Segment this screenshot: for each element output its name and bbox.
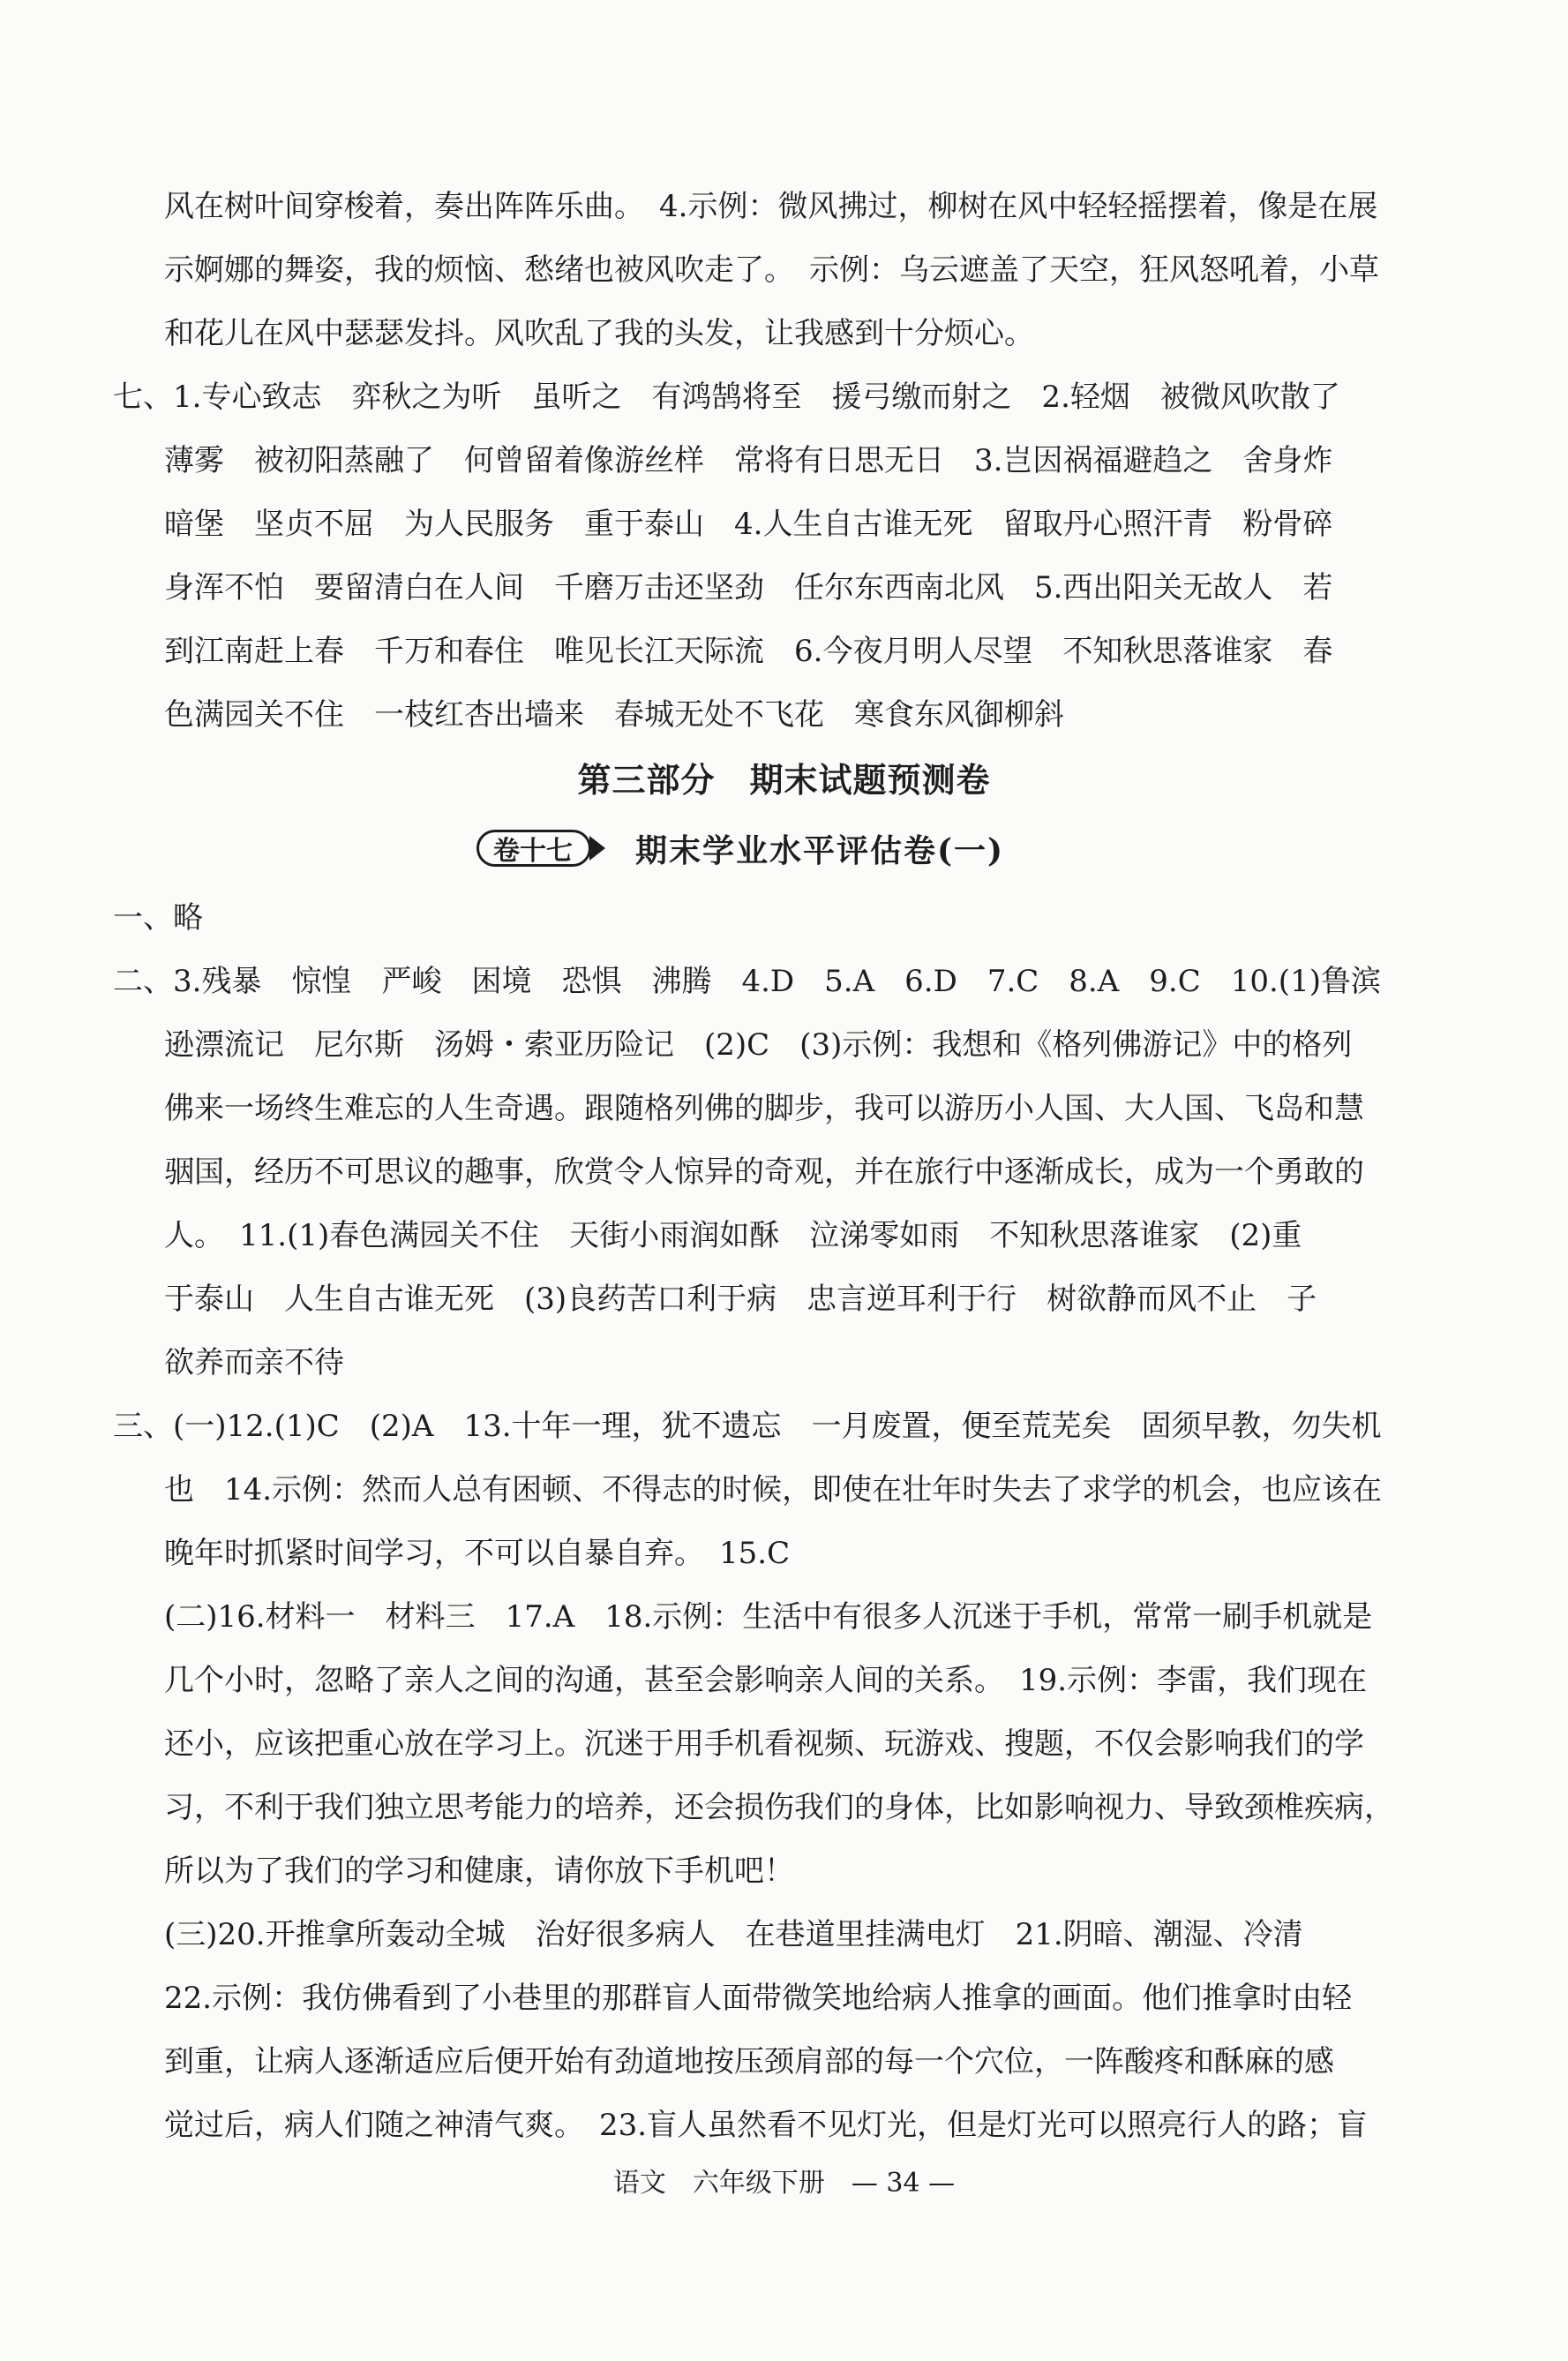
text-line: 逊漂流记 尼尔斯 汤姆・索亚历险记 (2)C (3)示例：我想和《格列佛游记》中的格列 [164, 1027, 1353, 1063]
section-title: 第三部分 期末试题预测卷 [577, 760, 991, 800]
text-line: 身浑不怕 要留清白在人间 千磨万击还坚劲 任尔东西南北风 5.西出阳关无故人 若 [164, 570, 1333, 605]
text-line: (三)20.开推拿所轰动全城 治好很多病人 在巷道里挂满电灯 21.阴暗、潮湿、冷清 [164, 1917, 1303, 1952]
text-line: 骃国，经历不可思议的趣事，欣赏令人惊异的奇观，并在旅行中逐渐成长，成为一个勇敢的 [164, 1154, 1364, 1190]
text-line: 风在树叶间穿梭着，奏出阵阵乐曲。 4.示例：微风拂过，柳树在风中轻轻摇摆着，像是在展 [164, 189, 1378, 224]
text-line: 还小，应该把重心放在学习上。沉迷于用手机看视频、玩游戏、搜题，不仅会影响我们的学 [164, 1726, 1364, 1762]
text-line: 暗堡 坚贞不屈 为人民服务 重于泰山 4.人生自古谁无死 留取丹心照汗青 粉骨碎 [164, 507, 1333, 542]
text-line: (二)16.材料一 材料三 17.A 18.示例：生活中有很多人沉迷于手机，常常一刷手机就是 [164, 1599, 1373, 1635]
text-line: 晚年时抓紧时间学习，不可以自暴自弃。 15.C [164, 1536, 791, 1571]
text-line: 觉过后，病人们随之神清气爽。 23.盲人虽然看不见灯光，但是灯光可以照亮行人的路；盲 [164, 2108, 1368, 2143]
paper-name: 期末学业水平评估卷(一) [635, 831, 1005, 869]
text-line: 所以为了我们的学习和健康，请你放下手机吧！ [164, 1853, 794, 1889]
text-line: 习，不利于我们独立思考能力的培养，还会损伤我们的身体，比如影响视力、导致颈椎疾病， [164, 1790, 1394, 1825]
text-line: 和花儿在风中瑟瑟发抖。风吹乱了我的头发，让我感到十分烦心。 [164, 316, 1034, 351]
text-line: 一、略 [113, 900, 203, 936]
text-line: 到江南赶上春 千万和春住 唯见长江天际流 6.今夜月明人尽望 不知秋思落谁家 春 [164, 634, 1333, 669]
text-line: 于泰山 人生自古谁无死 (3)良药苦口利于病 忠言逆耳利于行 树欲静而风不止 子 [164, 1282, 1317, 1317]
text-line: 薄雾 被初阳蒸融了 何曾留着像游丝样 常将有日思无日 3.岂因祸福避趋之 舍身炸 [164, 443, 1333, 478]
text-line: 人。 11.(1)春色满园关不住 天街小雨润如酥 泣涕零如雨 不知秋思落谁家 (2)重 [164, 1218, 1302, 1253]
paper-badge: 卷十七 [476, 830, 591, 867]
text-line: 22.示例：我仿佛看到了小巷里的那群盲人面带微笑地给病人推拿的画面。他们推拿时由轻 [164, 1981, 1353, 2016]
text-line: 色满园关不住 一枝红杏出墙来 春城无处不飞花 寒食东风御柳斜 [164, 697, 1064, 733]
page-footer: 语文 六年级下册 — 34 — [612, 2168, 956, 2199]
text-line: 几个小时，忽略了亲人之间的沟通，甚至会影响亲人间的关系。 19.示例：李雷，我们现在 [164, 1663, 1368, 1698]
paper-title [476, 824, 1004, 872]
text-line: 也 14.示例：然而人总有困顿、不得志的时候，即使在壮年时失去了求学的机会，也应该在 [164, 1472, 1383, 1508]
text-line: 到重，让病人逐渐适应后便开始有劲道地按压颈肩部的每一个穴位，一阵酸疼和酥麻的感 [164, 2044, 1334, 2079]
badge-arrow-icon [589, 836, 605, 861]
text-line: 三、(一)12.(1)C (2)A 13.十年一理，犹不遗忘 一月废置，便至荒芜矣 固须早教，勿失机 [113, 1409, 1382, 1444]
text-line: 欲养而亲不待 [164, 1345, 344, 1380]
text-line: 二、3.残暴 惊惶 严峻 困境 恐惧 沸腾 4.D 5.A 6.D 7.C 8.A 9.C 10.(1)鲁滨 [113, 964, 1381, 999]
text-line: 七、1.专心致志 弈秋之为听 虽听之 有鸿鹄将至 援弓缴而射之 2.轻烟 被微风吹散了 [113, 380, 1340, 415]
text-line: 佛来一场终生难忘的人生奇遇。跟随格列佛的脚步，我可以游历小人国、大人国、飞岛和慧 [164, 1091, 1364, 1126]
text-line: 示婀娜的舞姿，我的烦恼、愁绪也被风吹走了。 示例：乌云遮盖了天空，狂风怒吼着，小草 [164, 252, 1379, 288]
